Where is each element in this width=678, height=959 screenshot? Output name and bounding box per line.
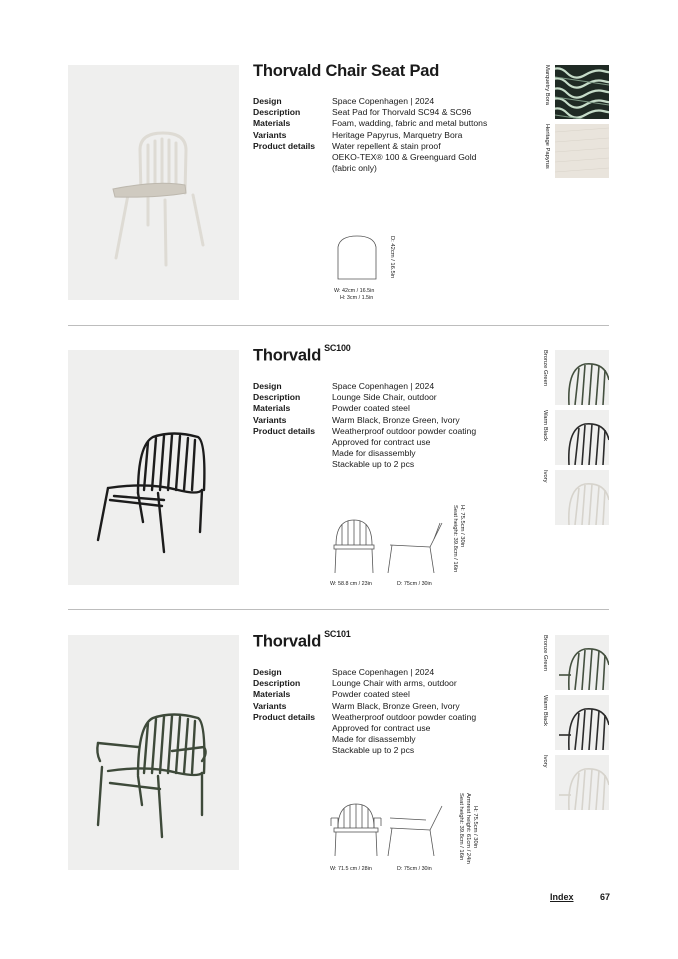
variant-thumb-bronze-green [555, 635, 609, 690]
product-photo-sc100 [68, 350, 239, 585]
variant-label: Marquetry Bora [544, 65, 550, 105]
variant-label: Ivory [542, 755, 548, 768]
dim-height: H: 3cm / 1.5in [340, 295, 374, 301]
product-title: Thorvald Chair Seat Pad [253, 62, 440, 80]
model-code: SC101 [324, 629, 351, 639]
dim-depth: D: 42cm / 16.5in [389, 236, 395, 279]
spec-table: Design Space Copenhagen | 2024 Description Lounge Side Chair, outdoor Materials Powder coated steel Variants Warm Black, Bronze Green, Ivory Product details Weatherproof outdoor powder coating Approved for contract use Made for disassembly Stackable up to 2 pcs [253, 381, 477, 470]
variant-thumb-warm-black [555, 410, 609, 465]
spec-table: Design Space Copenhagen | 2024 Description Seat Pad for Thorvald SC94 & SC96 Materials Foam, wadding, fabric and metal buttons Variants Heritage Papyrus, Marquetry Bora Product details Water repellent & stain proof OEKO-TEX® 100 & Greenguard Gold (fabric only) [253, 96, 488, 174]
dim-seat-height: Seat height: 39.8cm / 16in [452, 505, 458, 573]
dim-width: W: 42cm / 16.5in [334, 288, 375, 294]
swatch-heritage-papyrus [555, 124, 609, 178]
product-title: Thorvald $^{SC100}$ [253, 343, 351, 365]
sc101-dimension-drawing [328, 800, 450, 860]
variant-label: Warm Black [542, 695, 548, 727]
index-link[interactable]: Index [550, 892, 574, 902]
dim-width: W: 71.5 cm / 28in [330, 866, 372, 872]
dim-width: W: 58.8 cm / 23in [330, 581, 372, 587]
dim-height: H: 75.5cm / 30in [472, 806, 478, 849]
variant-thumb-ivory [555, 755, 609, 810]
variant-thumb-warm-black [555, 695, 609, 750]
product-photo-sc101 [68, 635, 239, 870]
seat-pad-dimension-drawing [334, 233, 384, 285]
variant-label: Bronze Green [542, 350, 548, 387]
section-divider [68, 325, 609, 326]
variant-thumb-bronze-green [555, 350, 609, 405]
variant-label: Bronze Green [542, 635, 548, 672]
page-number: 67 [600, 892, 611, 902]
dim-armrest-height: Armrest height: 61cm / 24in [465, 793, 471, 864]
swatch-marquetry-bora [555, 65, 609, 119]
dim-depth: D: 75cm / 30in [397, 866, 432, 872]
sc100-dimension-drawing [330, 515, 450, 577]
section-divider [68, 609, 609, 610]
dim-height: H: 75.5cm / 30in [459, 505, 465, 548]
variant-label: Ivory [542, 470, 548, 483]
product-title: Thorvald $^{SC101}$ [253, 629, 351, 651]
variant-label: Warm Black [542, 410, 548, 442]
spec-table: Design Space Copenhagen | 2024 Description Lounge Chair with arms, outdoor Materials Powder coated steel Variants Warm Black, Bronze Green, Ivory Product details Weatherproof outdoor powder coating Approved for contract use Made for disassembly Stackable up to 2 pcs [253, 667, 477, 756]
dim-depth: D: 75cm / 30in [397, 581, 432, 587]
model-code: SC100 [324, 343, 351, 353]
variant-thumb-ivory [555, 470, 609, 525]
product-photo-seat-pad [68, 65, 239, 300]
variant-label: Heritage Papyrus [544, 124, 550, 169]
dim-seat-height: Seat height: 39.8cm / 16in [458, 793, 464, 861]
